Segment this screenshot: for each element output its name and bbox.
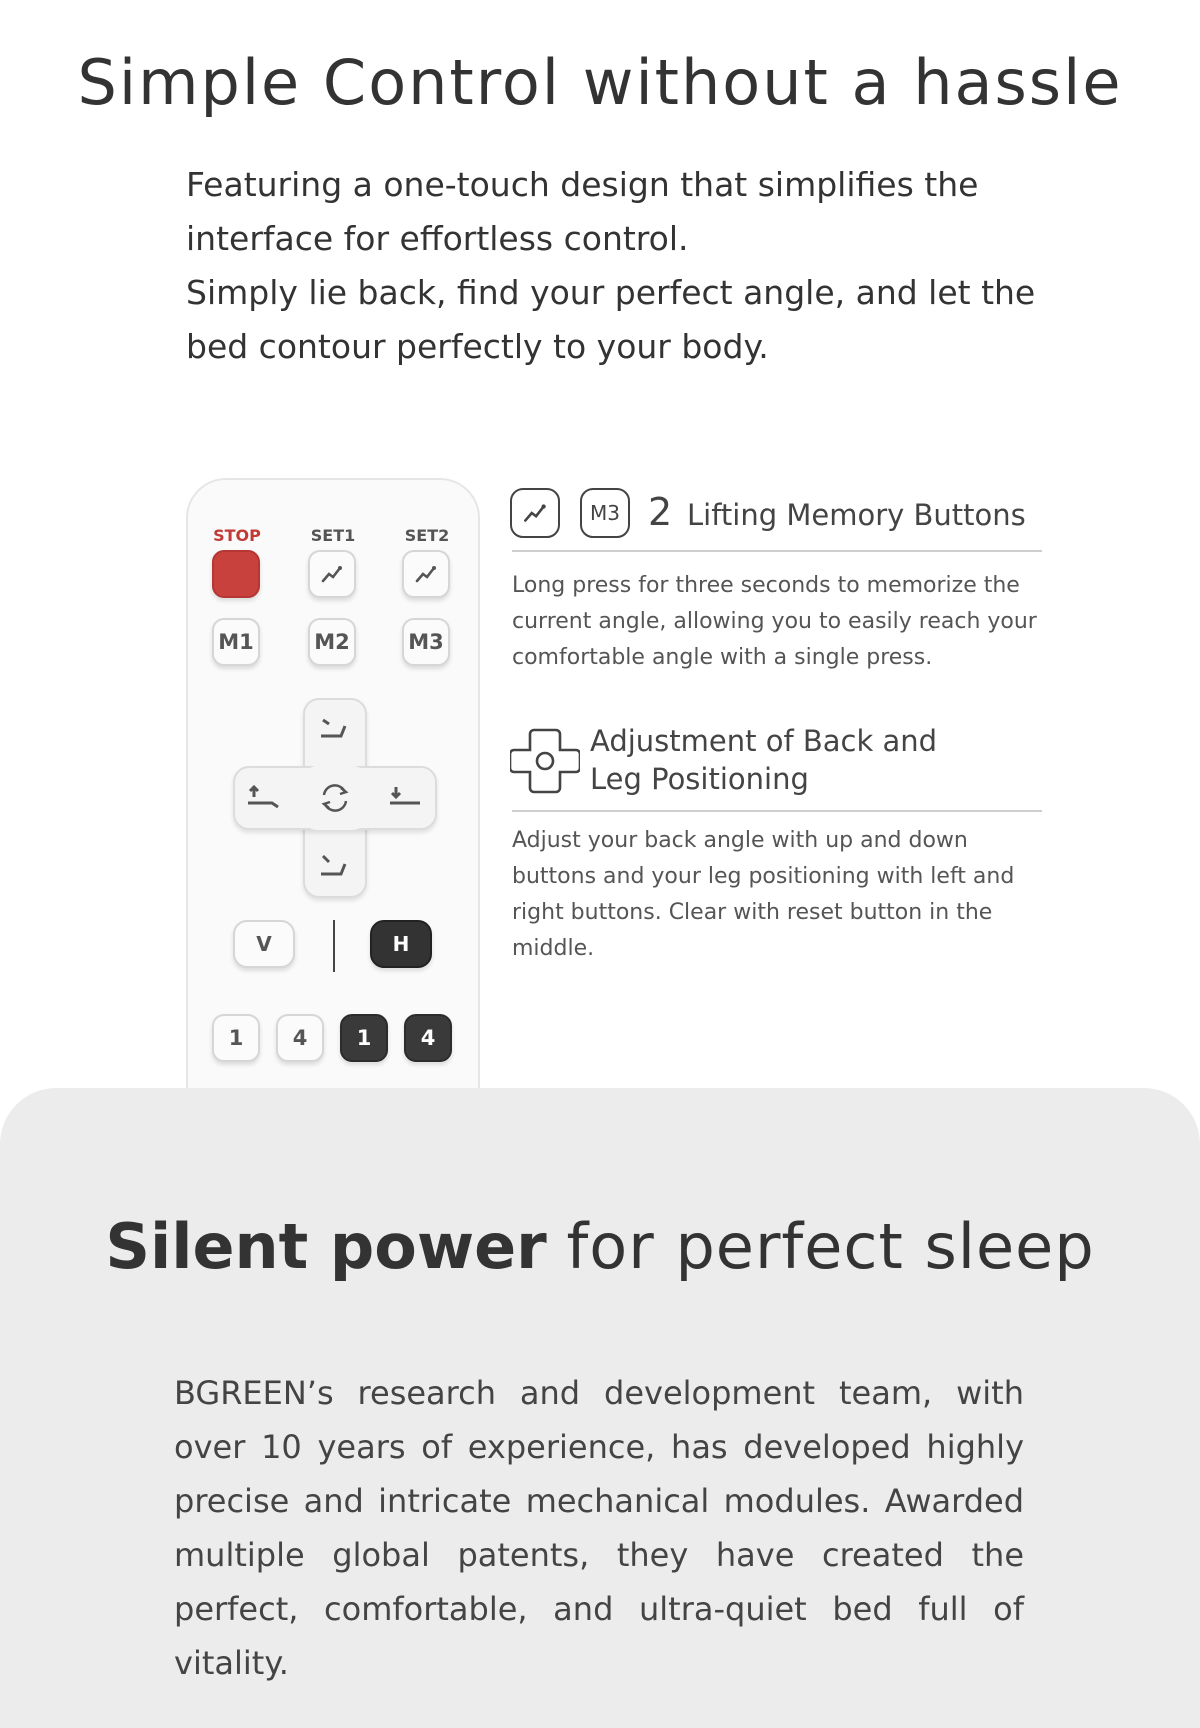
intro-text [186,158,1046,374]
memory-title: Lifting Memory Buttons [687,498,1026,532]
m3-icon: M3 [580,488,630,538]
mode-v-button: V [233,920,295,968]
intro-line-2: Simply lie back, find your perfect angle, and let the bed contour perfectly to your body. [186,273,1036,366]
leg-up-icon [244,783,284,813]
title-bold: Silent power [105,1210,547,1283]
preset-button-4: 4 [276,1014,324,1062]
set1-button [308,550,356,598]
adjust-description: Adjust your back angle with up and down buttons and your leg positioning with left and right buttons. Clear with reset button in the middle. [512,828,1015,961]
set2-button [402,550,450,598]
angle-curve-icon [413,561,439,587]
reset-button [303,766,367,830]
section-title-simple-control: Simple Control without a hassle [77,45,1123,119]
leg-down-icon [386,783,426,813]
m2-button: M2 [308,618,356,666]
section-title-silent-power [0,1210,1200,1283]
stop-label: STOP [213,526,261,545]
reset-icon [316,779,354,817]
mode-h-button: H [370,920,432,968]
preset-button-4-dark: 4 [404,1014,452,1062]
memory-description: Long press for three seconds to memorize the current angle, allowing you to easily reach your comfortable angle with a single press. [512,573,1037,670]
adjust-title-line-1: Adjustment of Back and [590,724,938,758]
preset-button-1: 1 [212,1014,260,1062]
adjust-divider [512,810,1042,812]
remote-control-image [186,478,480,1100]
set2-label: SET2 [404,526,450,545]
intro-line-1: Featuring a one-touch design that simplifies the interface for effortless control. [186,165,979,258]
adjust-title [590,722,937,798]
m1-button: M1 [212,618,260,666]
angle-curve-icon [319,561,345,587]
title-light: for perfect sleep [566,1210,1095,1283]
back-up-icon [315,714,355,744]
preset-button-1-dark: 1 [340,1014,388,1062]
adjust-title-line-2: Leg Positioning [590,762,809,796]
memory-divider [512,550,1042,552]
divider-line [333,920,335,972]
silent-power-text: BGREEN’s research and development team, with over 10 years of experience, has developed highly precise and intricate mechanical modules. Awarded multiple global patents, they have created the perfect, comfortable, and ultra-quiet bed full of vitality. [174,1374,1024,1682]
set1-label: SET1 [310,526,356,545]
back-down-icon [315,850,355,880]
m3-button: M3 [402,618,450,666]
curve-icon [510,488,560,538]
memory-number: 2 [648,490,673,534]
stop-button [212,550,260,598]
dpad-icon [510,726,580,796]
